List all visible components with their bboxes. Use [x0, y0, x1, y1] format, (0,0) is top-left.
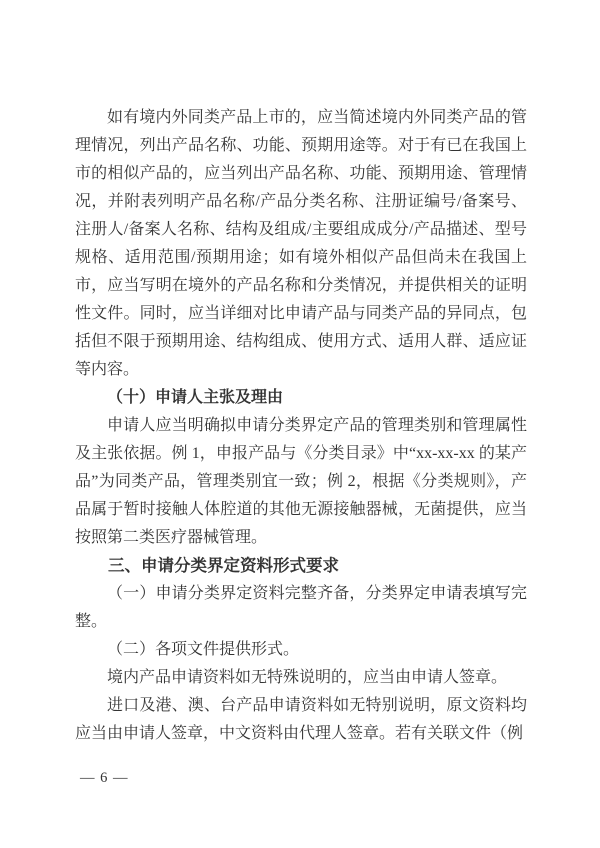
- page-number: — 6 —: [80, 770, 129, 786]
- section-heading: 三、申请分类界定资料形式要求: [108, 557, 339, 575]
- body-paragraph: 境内产品申请资料如无特殊说明的，应当由申请人签章。: [107, 669, 508, 686]
- body-paragraph: （二）各项文件提供形式。: [107, 641, 300, 658]
- body-paragraph: （一）申请分类界定资料完整齐备，分类界定申请表填写完整。: [75, 585, 527, 630]
- body-paragraph: 申请人应当明确拟申请分类界定产品的管理类别和管理属性及主张依据。例 1，申报产品与《分类目录》中“xx-xx-xx 的某产品”为同类产品，管理类别宜一致；例 2，根据《分类规则》，产品属于暂时接触人体腔道的其他无源接触器械，无菌提供，应当按照第二类医疗器械管理。: [75, 417, 527, 546]
- body-paragraph: 如有境内外同类产品上市的，应当简述境内外同类产品的管理情况，列出产品名称、功能、预期用途等。对于有已在我国上市的相似产品的，应当列出产品名称、功能、预期用途、管理情况，并附表列明产品名称/产品分类名称、注册证编号/备案号、注册人/备案人名称、结构及组成/主要组成成分/产品描述、型号规格、适用范围/预期用途；如有境外相似产品但尚未在我国上市，应当写明在境外的产品名称和分类情况，并提供相关的证明性文件。同时，应当详细对比申请产品与同类产品的异同点，包括但不限于预期用途、结构组成、使用方式、适用人群、适应证等内容。: [75, 109, 527, 378]
- document-content: [75, 104, 527, 748]
- subsection-heading: （十）申请人主张及理由: [107, 389, 284, 406]
- body-paragraph: 进口及港、澳、台产品申请资料如无特别说明，原文资料均应当由申请人签章，中文资料由代理人签章。若有关联文件（例: [75, 697, 527, 742]
